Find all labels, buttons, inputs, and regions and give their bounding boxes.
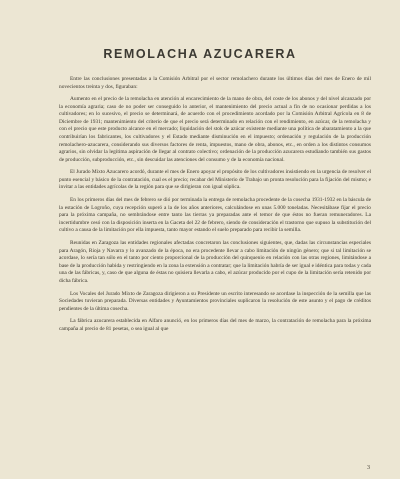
paragraph: La fábrica azucarera establecida en Alfaro anunció, en los primeros días del mes de marzo, la contratación de remolacha para la próxima campaña al precio de 81 pesetas, o sea igual al que	[59, 318, 371, 332]
paragraph: Reunidas en Zaragoza las entidades regionales afectadas concretaron las conclusiones siguientes, que, dadas las circunstancias especiales para Aragón, Rioja y Navarra y lo avanzado de la época, no era procedente llevar a cabo limitación de ningún género; que si tal limitación se acordase, lo sería tan sólo en el tanto por ciento proporcional de la producción del quinquenio en relación con las otras regiones, limitándose a base de la producción habida y restringiendo en la zona la extensión a contratar; que la limitación habría de ser igual e idéntica para todas y cada una de las fábricas, y, caso de que alguna de éstas no quisiera llevarla a cabo, el azúcar producido por el cupo de la limitación sería retenido por dicha fábrica.	[59, 240, 371, 284]
paragraph: Entre las conclusiones presentadas a la Comisión Arbitral por el sector remolachero durante los últimos días del mes de Enero de mil novecientos treinta y dos, figuraban:	[59, 76, 371, 90]
paragraph: Aumento en el precio de la remolacha en atención al encarecimiento de la mano de obra, del coste de los abonos y del nivel alcanzado por la economía agraria; caso de no poder ser conseguido lo anterior, el mantenimiento del precio actual a fin de no ocasionar perdidas a los cultivadores; en lo sucesivo, el precio se determinará, de acuerdo con el procedimiento acordado por la Comisión Arbitral Agrícola en 8 de Diciembre de 1931; mantenimiento del criterio de que el precio será determinado en relación con el rendimiento, en azúcar, de la remolacha y con el precio que este producto alcance en el mercado; liquidación del stok de azúcar existente mediante una política de abaratamiento a la que contribuirían los fabricantes, los cultivadores y el Estado mediante disminución en el impuesto; ordenación y regulación de la producción remolachero-azucarera, considerando sus diversos factores de renta, impuestos, mano de obra, abonos, etc., en orden a los distintos consumos agrarios, sin olvidar la legítima aspiración de llegar al contrato colectivo; ordenación de la producción azucarera estudiando también sus gastos de producción, subproducción, etc., sin descuidar las atenciones del consumo y de la economía nacional.	[59, 96, 371, 163]
page-number: 3	[367, 465, 370, 471]
paragraph: En los primeros días del mes de febrero se dió por terminada la entrega de remolacha procedente de la cosecha 1931-1932 en la báscula de la estación de Logroño, cuya recepción superó a la de los años anteriores, calculándose en unas 5.000 toneladas. Necesitábase fijar el precio para la próxima campaña, no sembrándose entre tanto las tierras ya preparadas ante el temor de que éstos no fueran remuneradores. La incertidumbre cesó con la disposición inserta en la Gaceta del 22 de febrero, siendo de consideración el trastorno que supuso la substitución del cultivo a causa de la limitación por ella impuesta, tanto mayor estando el suelo preparado para recibir la semilla.	[59, 197, 371, 234]
paragraph: Los Vocales del Jurado Mixto de Zaragoza dirigieron a su Presidente un escrito interesando se acordase la inspección de la semilla que las Sociedades tuvieran preparada. Diversas entidades y Ayuntamientos provinciales suplicaron la resolución de este asunto y el pago de créditos pendientes de la última cosecha.	[59, 290, 371, 312]
paragraph: El Jurado Mixto Azucarero acordó, durante el mes de Enero apoyar el propósito de los cultivadores insistiendo en la urgencia de resolver el punto esencial y básico de la contratación, cual es el precio; recabar del Ministerio de Trabajo un pronta resolución para la fijación del mismo; e invitar a las entidades agrícolas de la región para que se dirigieran con igual súplica.	[59, 169, 371, 191]
document-title: REMOLACHA AZUCARERA	[103, 47, 297, 61]
document-body	[59, 76, 371, 339]
